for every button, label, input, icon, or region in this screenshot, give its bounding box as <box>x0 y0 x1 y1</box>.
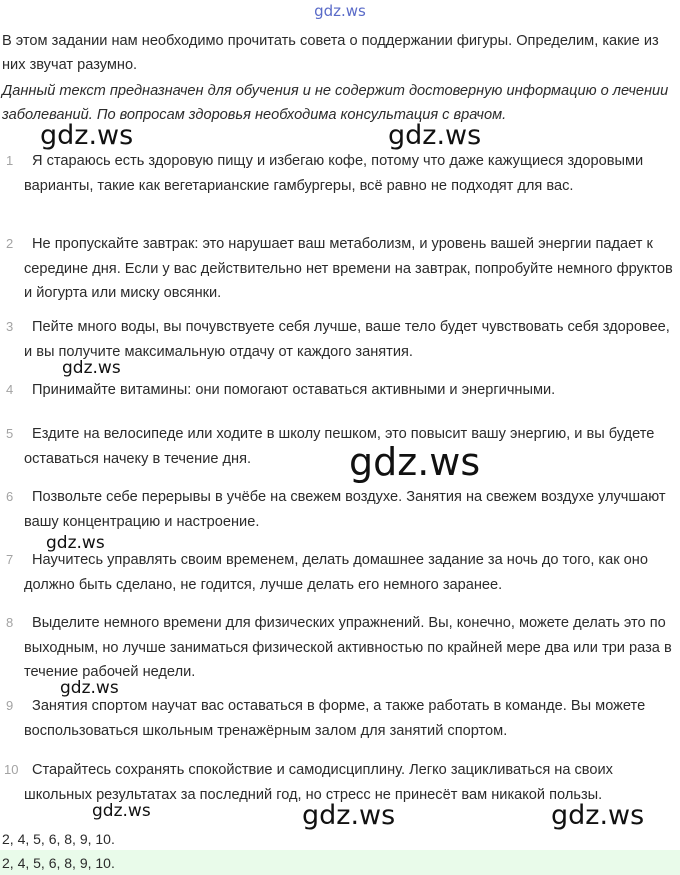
item-text: Ездите на велосипеде или ходите в школу пешком, это повысит вашу энергию, и вы будете оставаться начеку в течение дня. <box>24 426 655 467</box>
item-text: Выделите немного времени для физических упражнений. Вы, конечно, можете делать это по выходным, но лучше заниматься физической активностью по крайней мере два или три раза в течение рабочей недели. <box>24 615 672 680</box>
list-item <box>0 611 678 685</box>
disclaimer-text: Данный текст предназначен для обучения и не содержит достоверную информацию о лечении заболеваний. По вопросам здоровья необходима консультация с врачом. <box>2 83 669 123</box>
item-number: 10 <box>4 762 19 777</box>
item-number: 6 <box>6 489 14 504</box>
watermark: gdz.ws <box>551 800 645 831</box>
answer-text: 2, 4, 5, 6, 8, 9, 10. <box>2 831 115 847</box>
item-text: Позвольте себе перерывы в учёбе на свежем воздухе. Занятия на свежем воздухе улучшают вашу концентрацию и настроение. <box>24 489 666 530</box>
site-watermark-top: gdz.ws <box>314 2 366 20</box>
item-number: 2 <box>6 236 14 251</box>
item-text: Принимайте витамины: они помогают оставаться активными и энергичными. <box>32 382 556 398</box>
answer-highlighted-text: 2, 4, 5, 6, 8, 9, 10. <box>2 855 115 871</box>
list-item <box>0 378 678 403</box>
item-text: Старайтесь сохранять спокойствие и самодисциплину. Легко зацикливаться на своих школьных результатах за последний год, но стресс не принесёт вам никакой пользы. <box>24 762 613 803</box>
watermark: gdz.ws <box>60 678 119 698</box>
watermark: gdz.ws <box>62 358 121 378</box>
task-intro: В этом задании нам необходимо прочитать совета о поддержании фигуры. Определим, какие из них звучат разумно. <box>2 33 659 73</box>
watermark: gdz.ws <box>92 801 151 821</box>
item-number: 4 <box>6 382 14 397</box>
watermark: gdz.ws <box>302 800 396 831</box>
item-number: 7 <box>6 552 14 567</box>
watermark: gdz.ws <box>388 120 482 151</box>
item-text: Я стараюсь есть здоровую пищу и избегаю кофе, потому что даже кажущиеся здоровыми варианты, такие как вегетарианские гамбургеры, всё равно не подходят для вас. <box>24 153 644 194</box>
list-item <box>0 548 678 597</box>
list-item <box>0 232 678 306</box>
item-number: 9 <box>6 698 14 713</box>
watermark: gdz.ws <box>40 120 134 151</box>
item-text: Пейте много воды, вы почувствуете себя лучше, ваше тело будет чувствовать себя здоровее, и вы получите максимальную отдачу от каждого занятия. <box>24 319 670 360</box>
item-text: Научитесь управлять своим временем, делать домашнее задание за ночь до того, как оно должно быть сделано, не годится, лучше делать его немного заранее. <box>24 552 648 593</box>
item-number: 1 <box>6 153 14 168</box>
item-number: 3 <box>6 319 14 334</box>
item-text: Не пропускайте завтрак: это нарушает ваш метаболизм, и уровень вашей энергии падает к середине дня. Если у вас действительно нет времени на завтрак, попробуйте немного фруктов и йогурта или миску овсянки. <box>24 236 673 301</box>
watermark: gdz.ws <box>46 533 105 553</box>
list-item <box>0 422 678 471</box>
list-item <box>0 315 678 364</box>
item-number: 8 <box>6 615 14 630</box>
list-item <box>0 694 678 743</box>
item-text: Занятия спортом научат вас оставаться в форме, а также работать в команде. Вы можете воспользоваться школьным тренажёрным залом для занятий спортом. <box>24 698 646 739</box>
list-item <box>0 485 678 534</box>
watermark: gdz.ws <box>349 440 481 484</box>
list-item <box>0 149 678 198</box>
item-number: 5 <box>6 426 14 441</box>
